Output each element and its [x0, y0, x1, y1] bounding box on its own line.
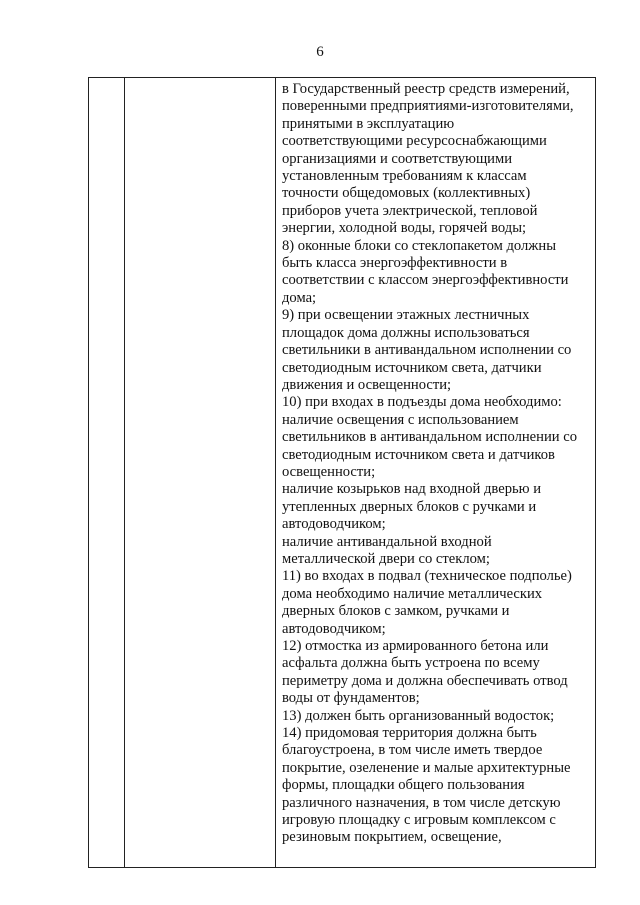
text-line: наличие козырьков над входной дверью и: [282, 481, 542, 498]
text-line: асфальта должна быть устроена по всему: [282, 655, 540, 672]
text-line: светильники в антивандальном исполнении со: [282, 342, 572, 359]
text-line: светодиодным источником света, датчики: [282, 359, 542, 376]
text-line: формы, площадки общего пользования: [282, 777, 525, 794]
page-number: 6: [316, 44, 324, 60]
text-line: поверенными предприятиями-изготовителями,: [282, 98, 574, 115]
table-column-requirements: [276, 78, 595, 867]
text-line: металлической двери со стеклом;: [282, 550, 490, 567]
text-line: 9) при освещении этажных лестничных: [282, 307, 530, 324]
text-line: освещенности;: [282, 463, 376, 480]
text-line: периметру дома и должна обеспечивать отвод: [282, 672, 568, 689]
text-line: быть класса энергоэффективности в: [282, 255, 508, 272]
text-line: благоустроена, в том числе иметь твердое: [282, 742, 543, 759]
text-line: автодоводчиком;: [282, 516, 386, 533]
text-line: принятыми в эксплуатацию: [282, 115, 455, 132]
text-line: покрытие, озеленение и малые архитектурные: [282, 759, 571, 776]
text-line: игровую площадку с игровым комплексом с: [282, 812, 556, 829]
text-line: 11) во входах в подвал (техническое подполье): [282, 568, 572, 585]
text-line: воды от фундаментов;: [282, 690, 420, 707]
text-line: соответствии с классом энергоэффективности: [282, 272, 569, 289]
text-line: дома необходимо наличие металлических: [282, 585, 543, 602]
text-line: энергии, холодной воды, горячей воды;: [282, 220, 527, 237]
text-line: дверных блоков с замком, ручками и: [282, 603, 510, 620]
text-line: 13) должен быть организованный водосток;: [282, 707, 555, 724]
text-line: точности общедомовых (коллективных): [282, 185, 531, 202]
text-line: движения и освещенности;: [282, 376, 452, 393]
text-line: наличие антивандальной входной: [282, 533, 492, 550]
text-line: площадок дома должны использоваться: [282, 324, 530, 341]
text-line: соответствующими ресурсоснабжающими: [282, 133, 547, 150]
text-line: автодоводчиком;: [282, 620, 386, 637]
requirements-table: [88, 77, 596, 868]
text-line: 8) оконные блоки со стеклопакетом должны: [282, 237, 557, 254]
text-line: организациями и соответствующими: [282, 150, 513, 167]
table-column-name: [125, 78, 276, 867]
text-line: 12) отмостка из армированного бетона или: [282, 638, 549, 654]
text-line: дома;: [282, 289, 317, 306]
text-line: 10) при входах в подъезды дома необходимо:: [282, 394, 562, 411]
text-line: утепленных дверных блоков с ручками и: [282, 498, 537, 515]
text-line: резиновым покрытием, освещение,: [282, 829, 502, 846]
table-column-number: [89, 78, 125, 867]
text-line: светодиодным источником света и датчиков: [282, 446, 555, 463]
text-line: различного назначения, в том числе детскую: [282, 794, 561, 811]
text-line: 14) придомовая территория должна быть: [282, 725, 537, 742]
text-line: установленным требованиям к классам: [282, 168, 527, 185]
text-line: в Государственный реестр средств измерений,: [282, 81, 570, 97]
text-line: наличие освещения с использованием: [282, 411, 519, 428]
text-line: светильников в антивандальном исполнении со: [282, 429, 577, 446]
text-line: приборов учета электрической, тепловой: [282, 202, 538, 219]
